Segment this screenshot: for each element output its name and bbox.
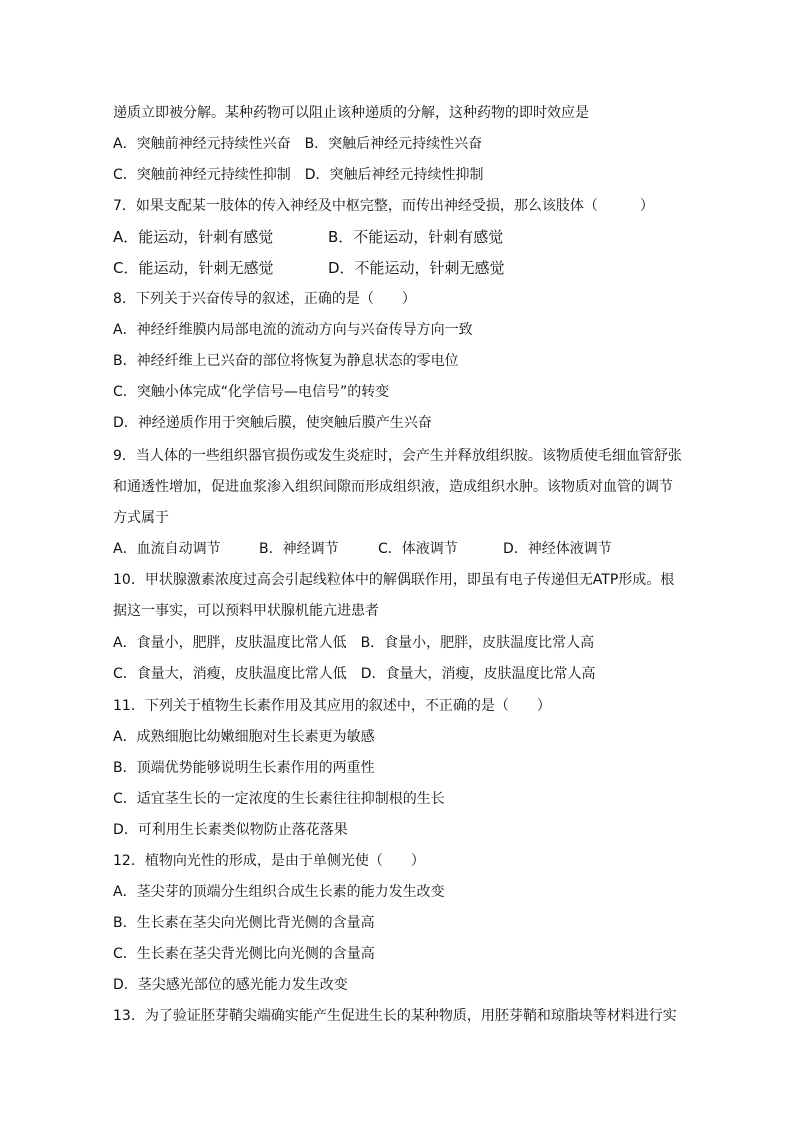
q10-stem-2: 据这一事实，可以预料甲状腺机能亢进患者 [113, 603, 379, 619]
q11-option-d: D．可利用生长素类似物防止落花落果 [113, 822, 348, 838]
q8-option-d: D．神经递质作用于突触后膜，使突触后膜产生兴奋 [113, 415, 432, 431]
q12-option-d: D．茎尖感光部位的感光能力发生改变 [113, 977, 348, 993]
q7-option-d: D．不能运动，针刺无感觉 [328, 259, 505, 277]
q7-stem: 7．如果支配某一肢体的传入神经及中枢完整，而传出神经受损，那么该肢体（ ） [113, 198, 654, 214]
q12-option-b: B．生长素在茎尖向光侧比背光侧的含量高 [113, 915, 375, 931]
q6-option-line-ab: A．突触前神经元持续性兴奋 B．突触后神经元持续性兴奋 [113, 136, 483, 152]
q9-option-a: A．血流自动调节 [113, 541, 221, 557]
q9-stem-2: 和通透性增加，促进血浆渗入组织间隙而形成组织液，造成组织水肿。该物质对血管的调节 [113, 479, 673, 495]
q7-option-c: C．能运动，针刺无感觉 [113, 259, 274, 277]
q9-option-d: D．神经体液调节 [503, 541, 612, 557]
q9-option-b: B．神经调节 [259, 541, 339, 557]
q9-stem-1: 9．当人体的一些组织器官损伤或发生炎症时，会产生并释放组织胺。该物质使毛细血管舒张 [113, 448, 682, 464]
q10-stem-1: 10．甲状腺激素浓度过高会引起线粒体中的解偶联作用，即虽有电子传递但无ATP形成。根 [113, 572, 675, 588]
q8-option-a: A．神经纤维膜内局部电流的流动方向与兴奋传导方向一致 [113, 322, 473, 338]
q7-option-a: A．能运动，针刺有感觉 [113, 228, 274, 246]
q11-stem: 11．下列关于植物生长素作用及其应用的叙述中，不正确的是（ ） [113, 698, 551, 714]
q12-option-c: C．生长素在茎尖背光侧比向光侧的含量高 [113, 946, 375, 962]
q13-stem: 13．为了验证胚芽鞘尖端确实能产生促进生长的某种物质，用胚芽鞘和琼脂块等材料进行实 [113, 1008, 677, 1024]
q10-option-line-ab: A．食量小，肥胖，皮肤温度比常人低 B．食量小，肥胖，皮肤温度比常人高 [113, 635, 595, 651]
q7-option-b: B．不能运动，针刺有感觉 [328, 228, 504, 246]
q12-option-a: A．茎尖芽的顶端分生组织合成生长素的能力发生改变 [113, 884, 445, 900]
q11-option-b: B．顶端优势能够说明生长素作用的两重性 [113, 760, 375, 776]
q10-option-line-cd: C．食量大，消瘦，皮肤温度比常人低 D．食量大，消瘦，皮肤温度比常人高 [113, 666, 596, 682]
q12-stem: 12．植物向光性的形成，是由于单侧光使（ ） [113, 853, 425, 869]
q6-option-line-cd: C．突触前神经元持续性抑制 D．突触后神经元持续性抑制 [113, 167, 484, 183]
q8-stem: 8．下列关于兴奋传导的叙述，正确的是（ ） [113, 291, 416, 307]
q8-option-b: B．神经纤维上已兴奋的部位将恢复为静息状态的零电位 [113, 353, 459, 369]
q8-option-c: C．突触小体完成“化学信号—电信号”的转变 [113, 384, 390, 400]
q9-option-c: C．体液调节 [378, 541, 458, 557]
q11-option-c: C．适宜茎生长的一定浓度的生长素往往抑制根的生长 [113, 791, 445, 807]
text-line: 递质立即被分解。某种药物可以阻止该种递质的分解，这种药物的即时效应是 [113, 105, 589, 121]
q9-stem-3: 方式属于 [113, 510, 169, 526]
q11-option-a: A．成熟细胞比幼嫩细胞对生长素更为敏感 [113, 729, 375, 745]
